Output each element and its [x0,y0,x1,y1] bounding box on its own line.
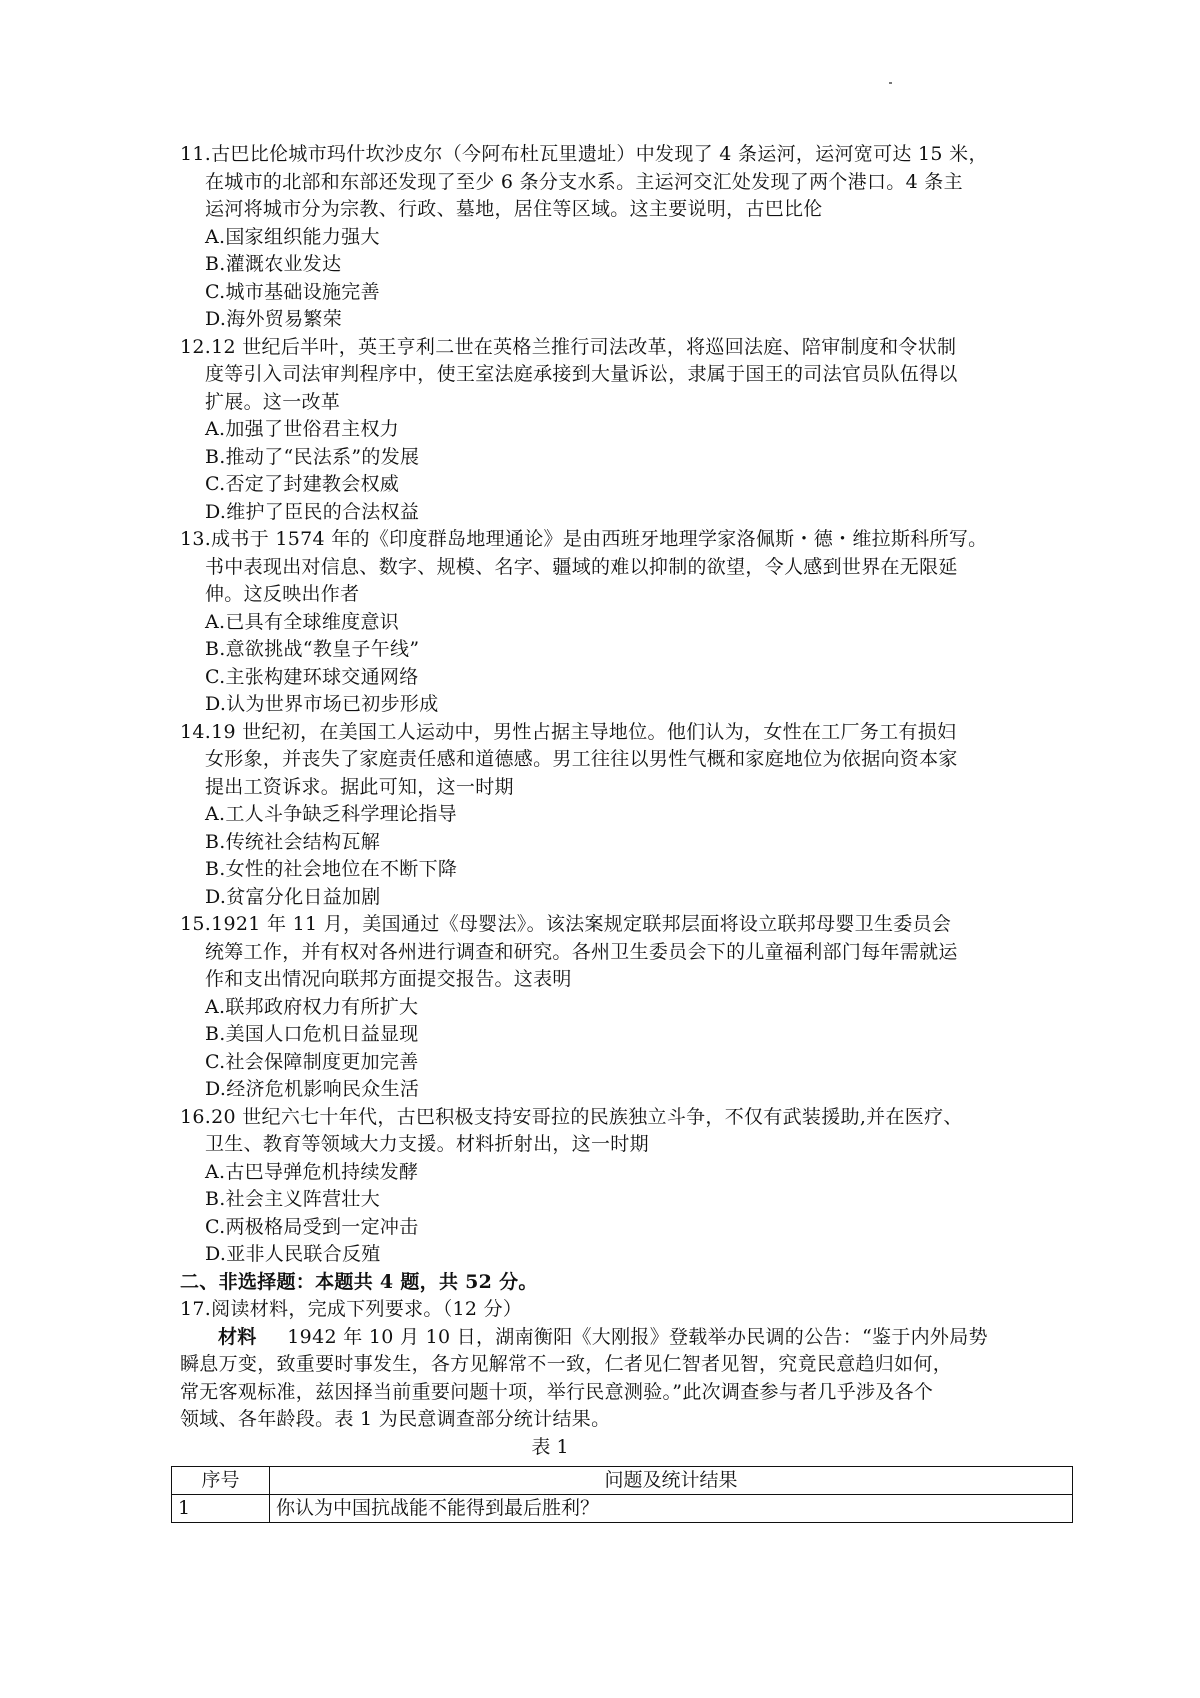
question-11 [180,141,1040,334]
question-line: 扩展。这一改革 [205,390,341,413]
material-line [180,1324,1040,1352]
option-d: D.认为世界市场已初步形成 [205,693,439,715]
option-c: C.两极格局受到一定冲击 [205,1215,419,1238]
table-cell-question: 你认为中国抗战能不能得到最后胜利？ [270,1495,1073,1523]
question-line: 女形象，并丧失了家庭责任感和道德感。男工往往以男性气概和家庭地位为依据向资本家 [205,748,958,770]
question-16 [180,1104,1040,1269]
question-17-title: 17.阅读材料，完成下列要求。（12 分） [180,1298,523,1320]
option-b: B.传统社会结构瓦解 [205,830,381,853]
question-line: 作和支出情况向联邦方面提交报告。这表明 [205,968,572,990]
option-b: B.推动了“民法系”的发展 [205,445,420,468]
option-a: A.国家组织能力强大 [205,225,380,248]
question-line: 卫生、教育等领域大力支援。材料折射出，这一时期 [205,1133,649,1155]
scan-dot-mark [889,82,892,84]
material-label: 材料 [218,1325,257,1348]
table-header-question: 问题及统计结果 [270,1467,1073,1495]
option-c: C.社会保障制度更加完善 [205,1050,419,1073]
option-b: B.美国人口危机日益显现 [205,1023,419,1045]
material-text: 1942 年 10 月 10 日，湖南衡阳《大刚报》登载举办民调的公告：“鉴于内外局势 [287,1325,988,1348]
table-caption: 表 1 [531,1435,569,1458]
section-2 [180,1269,1040,1461]
question-14 [180,719,1040,912]
question-13 [180,526,1040,719]
question-line: 统筹工作，并有权对各州进行调查和研究。各州卫生委员会下的儿童福利部门每年需就运 [205,940,958,963]
option-a: A.已具有全球维度意识 [205,610,400,633]
table-header-row [172,1467,1073,1495]
option-d: D.贫富分化日益加剧 [205,885,381,908]
option-b: B.意欲挑战“教皇子午线” [205,638,420,660]
question-line: 13.成书于 1574 年的《印度群岛地理通论》是由西班牙地理学家洛佩斯・德・维拉斯科所写。 [180,528,988,550]
question-line: 11.古巴比伦城市玛什坎沙皮尔（今阿布杜瓦里遗址）中发现了 4 条运河，运河宽可达 15 米， [180,143,988,165]
section-heading: 二、非选择题：本题共 4 题，共 52 分。 [180,1270,538,1293]
question-line: 度等引入司法审判程序中，使王室法庭承接到大量诉讼，隶属于国王的司法官员队伍得以 [205,363,958,385]
option-a: A.联邦政府权力有所扩大 [205,995,419,1018]
option-a: A.古巴导弹危机持续发酵 [205,1160,419,1183]
question-line: 15.1921 年 11 月，美国通过《母婴法》。该法案规定联邦层面将设立联邦母婴卫生委员会 [180,913,952,935]
question-line: 提出工资诉求。据此可知，这一时期 [205,775,514,798]
material-line: 领域、各年龄段。表 1 为民意调查部分统计结果。 [180,1408,611,1430]
option-b: B.社会主义阵营壮大 [205,1188,381,1210]
material-line: 常无客观标准，兹因择当前重要问题十项，举行民意测验。”此次调查参与者几乎涉及各个 [180,1380,934,1403]
poll-results-table [171,1466,1073,1523]
option-c: C.城市基础设施完善 [205,280,380,303]
option-a: A.加强了世俗君主权力 [205,418,400,440]
question-line: 伸。这反映出作者 [205,583,360,605]
question-line: 16.20 世纪六七十年代，古巴积极支持安哥拉的民族独立斗争，不仅有武装援助,并在医疗、 [180,1105,963,1128]
option-b: B.灌溉农业发达 [205,253,342,275]
option-d: D.经济危机影响民众生活 [205,1078,420,1100]
option-c: C.否定了封建教会权威 [205,473,400,495]
question-line: 运河将城市分为宗教、行政、墓地，居住等区域。这主要说明，古巴比伦 [205,198,823,220]
table-header-index: 序号 [172,1467,270,1495]
question-line: 在城市的北部和东部还发现了至少 6 条分支水系。主运河交汇处发现了两个港口。4 条主 [205,170,963,193]
option-d: D.海外贸易繁荣 [205,308,342,330]
question-12 [180,334,1040,527]
question-line: 12.12 世纪后半叶，英王亨利二世在英格兰推行司法改革，将巡回法庭、陪审制度和令状制 [180,335,957,358]
table-row [172,1495,1073,1523]
page-content [180,141,1040,1461]
option-b-duplicate: B.女性的社会地位在不断下降 [205,858,458,880]
option-d: D.亚非人民联合反殖 [205,1243,381,1265]
question-line: 14.19 世纪初，在美国工人运动中，男性占据主导地位。他们认为，女性在工厂务工有损妇 [180,720,957,743]
question-line: 书中表现出对信息、数字、规模、名字、疆域的难以抑制的欲望，令人感到世界在无限延 [205,555,958,578]
option-d: D.维护了臣民的合法权益 [205,500,420,523]
option-a: A.工人斗争缺乏科学理论指导 [205,803,457,825]
table-cell-index: 1 [172,1495,270,1523]
question-15 [180,911,1040,1104]
option-c: C.主张构建环球交通网络 [205,665,419,688]
material-line: 瞬息万变，致重要时事发生，各方见解常不一致，仁者见仁智者见智，究竟民意趋归如何， [180,1353,953,1375]
